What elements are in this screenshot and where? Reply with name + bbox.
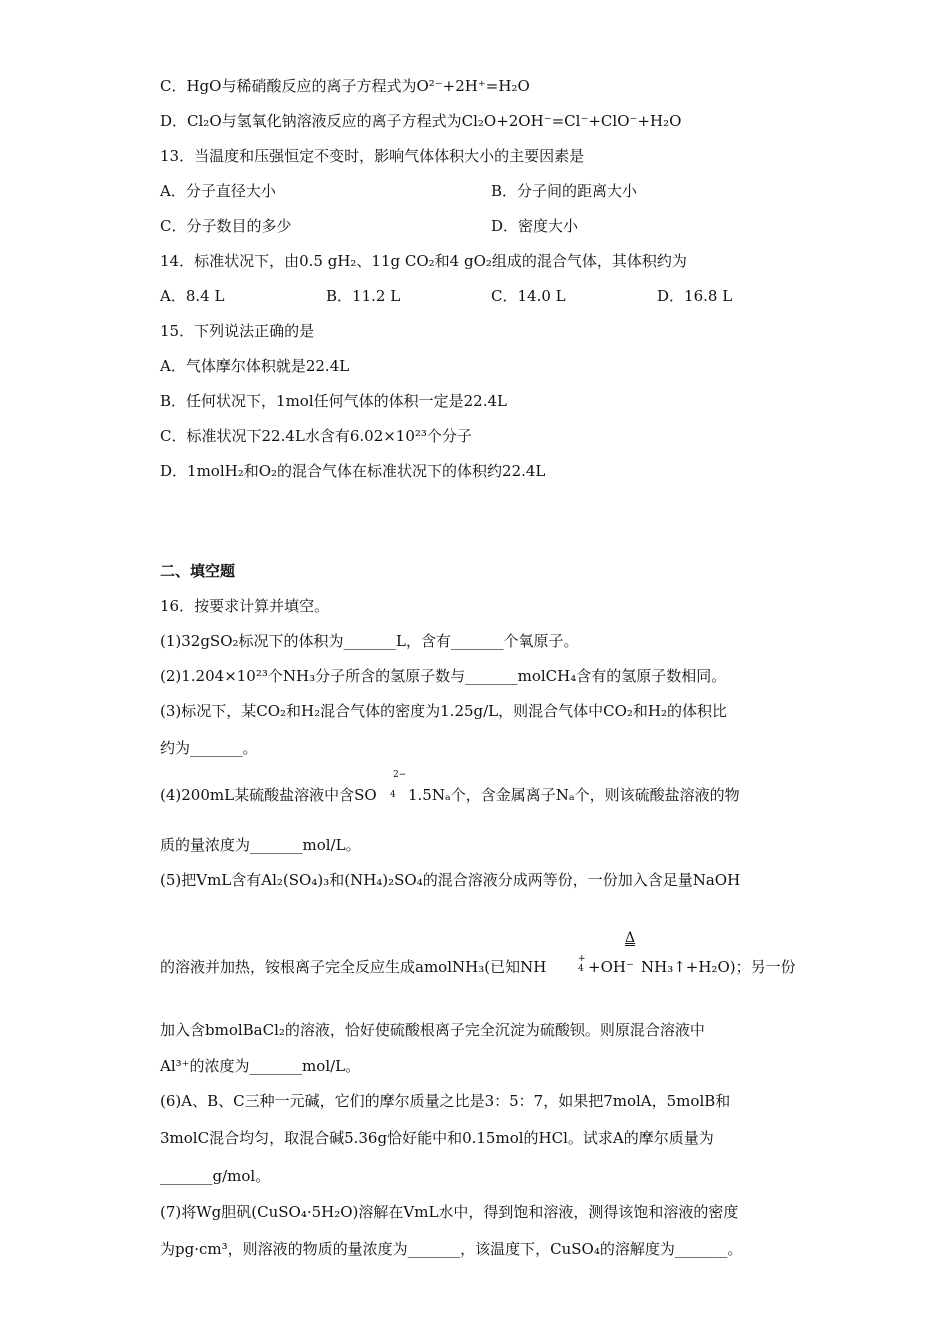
q16-part-4-line-1b: 1.5Nₐ个，含金属离子Nₐ个，则该硫酸盐溶液的物 bbox=[408, 786, 740, 804]
q14-stem: 14．标准状况下，由0.5 gH₂、11g CO₂和4 gO₂组成的混合气体，其体积约为 bbox=[160, 252, 687, 270]
q16-part-5-line-1: (5)把VmL含有Al₂(SO₄)₃和(NH₄)₂SO₄的混合溶液分成两等份，一份加入含足量NaOH bbox=[160, 871, 741, 889]
q16-part-3-line-2: 约为_______。 bbox=[160, 739, 258, 757]
q15-option-c: C．标准状况下22.4L水含有6.02×10²³个分子 bbox=[160, 427, 472, 445]
ammonium-charge: + bbox=[578, 954, 586, 964]
q16-part-5-line-2b: +OH⁻ bbox=[588, 958, 634, 976]
q14-option-c: C．14.0 L bbox=[491, 287, 566, 305]
q16-stem: 16．按要求计算并填空。 bbox=[160, 597, 330, 615]
q12-option-d: D．Cl₂O与氢氧化钠溶液反应的离子方程式为Cl₂O+2OH⁻=Cl⁻+ClO⁻+H₂O bbox=[160, 112, 682, 130]
q12-option-c: C．HgO与稀硝酸反应的离子方程式为O²⁻+2H⁺=H₂O bbox=[160, 77, 530, 95]
q16-part-6-line-1: (6)A、B、C三种一元碱，它们的摩尔质量之比是3：5：7，如果把7molA，5molB和 bbox=[160, 1092, 731, 1110]
q14-option-a: A．8.4 L bbox=[160, 287, 225, 305]
q16-part-4-line-2: 质的量浓度为_______mol/L。 bbox=[160, 836, 361, 854]
q14-option-d: D．16.8 L bbox=[657, 287, 733, 305]
q16-part-3-line-1: (3)标况下，某CO₂和H₂混合气体的密度为1.25g/L，则混合气体中CO₂和H₂的体积比 bbox=[160, 702, 728, 720]
q15-option-b: B．任何状况下，1mol任何气体的体积一定是22.4L bbox=[160, 392, 507, 410]
q16-part-5-line-3: 加入含bmolBaCl₂的溶液，恰好使硫酸根离子完全沉淀为硫酸钡。则原混合溶液中 bbox=[160, 1021, 705, 1039]
q13-option-a: A．分子直径大小 bbox=[160, 182, 276, 200]
q13-option-b: B．分子间的距离大小 bbox=[491, 182, 638, 200]
q16-part-2: (2)1.204×10²³个NH₃分子所含的氢原子数与_______molCH₄含有的氢原子数相同。 bbox=[160, 667, 727, 685]
q16-part-1: (1)32gSO₂标况下的体积为_______L，含有_______个氧原子。 bbox=[160, 632, 579, 650]
q15-option-d: D．1molH₂和O₂的混合气体在标准状况下的体积约22.4L bbox=[160, 462, 546, 480]
q16-part-6-line-2: 3molC混合均匀，取混合碱5.36g恰好能中和0.15mol的HCl。试求A的摩尔质量为 bbox=[160, 1129, 714, 1147]
q16-part-5-line-2c: NH₃↑+H₂O)；另一份 bbox=[641, 958, 796, 976]
q15-stem: 15．下列说法正确的是 bbox=[160, 322, 315, 340]
q16-part-4-line-1a: (4)200mL某硫酸盐溶液中含SO bbox=[160, 786, 377, 804]
heating-symbol: Δ bbox=[625, 930, 636, 946]
sulfate-subscript: 4 bbox=[390, 790, 396, 800]
q13-option-c: C．分子数目的多少 bbox=[160, 217, 292, 235]
q16-part-7-line-2: 为pg·cm³，则溶液的物质的量浓度为_______，该温度下，CuSO₄的溶解度为_______。 bbox=[160, 1240, 743, 1258]
q13-option-d: D．密度大小 bbox=[491, 217, 579, 235]
q16-part-5-line-2a: 的溶液并加热，铵根离子完全反应生成amolNH₃(已知NH bbox=[160, 958, 547, 976]
ammonium-subscript: 4 bbox=[578, 964, 584, 974]
q15-option-a: A．气体摩尔体积就是22.4L bbox=[160, 357, 350, 375]
sulfate-charge: 2− bbox=[393, 770, 407, 780]
section-heading-fill-in: 二、填空题 bbox=[160, 562, 236, 580]
q13-stem: 13．当温度和压强恒定不变时，影响气体体积大小的主要因素是 bbox=[160, 147, 585, 165]
q16-part-5-line-4: Al³⁺的浓度为_______mol/L。 bbox=[160, 1057, 361, 1075]
q16-part-7-line-1: (7)将Wg胆矾(CuSO₄·5H₂O)溶解在VmL水中，得到饱和溶液，测得该饱和溶液的密度 bbox=[160, 1203, 739, 1221]
q14-option-b: B．11.2 L bbox=[326, 287, 401, 305]
q16-part-6-line-3: _______g/mol。 bbox=[160, 1167, 271, 1185]
